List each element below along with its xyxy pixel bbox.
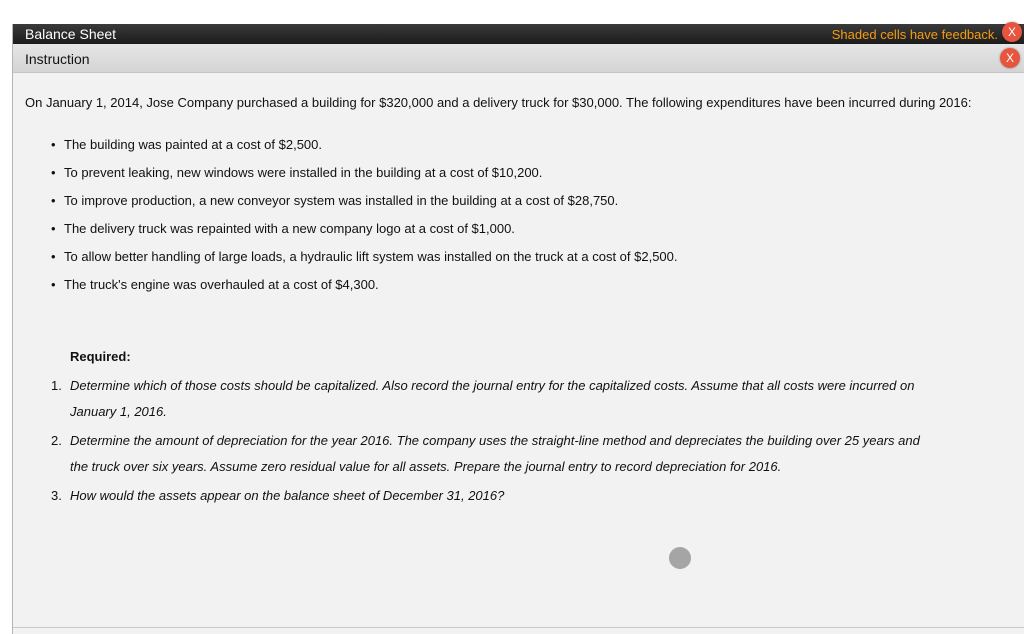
bullet-icon: • (51, 277, 56, 292)
instruction-close-button[interactable] (1000, 48, 1020, 68)
task-item (51, 483, 930, 509)
instruction-header (13, 44, 1024, 73)
task-item (51, 373, 930, 425)
list-item-text: To allow better handling of large loads, a hydraulic lift system was installed on the truck at a cost of $2,500. (64, 249, 678, 264)
required-heading: Required: (70, 349, 131, 364)
top-margin (0, 0, 1024, 24)
list-item-text: To improve production, a new conveyor system was installed in the building at a cost of $28,750. (64, 193, 619, 208)
required-task-list (51, 373, 930, 512)
list-item-text: The building was painted at a cost of $2,500. (64, 137, 323, 152)
task-text: Determine the amount of depreciation for the year 2016. The company uses the straight-line method and depreciates the building over 25 years and the truck over six years. Assume zero residual value for all assets. Prepare the journal entry to record depreciation for 2016. (70, 433, 920, 474)
balance-sheet-window (12, 24, 1024, 634)
task-text: Determine which of those costs should be capitalized. Also record the journal entry for the capitalized costs. Assume that all costs were incurred on January 1, 2016. (70, 378, 915, 419)
task-text: How would the assets appear on the balance sheet of December 31, 2016? (70, 488, 505, 503)
list-item-text: To prevent leaking, new windows were installed in the building at a cost of $10,200. (64, 165, 543, 180)
task-number: 1. (51, 378, 62, 393)
instruction-label: Instruction (25, 51, 90, 67)
pointer-indicator (669, 547, 691, 569)
task-number: 3. (51, 488, 62, 503)
close-icon: X (1005, 51, 1014, 65)
task-number: 2. (51, 433, 62, 448)
bottom-divider (13, 627, 1024, 628)
list-item-text: The truck's engine was overhauled at a cost of $4,300. (64, 277, 379, 292)
expenditure-list (51, 135, 678, 303)
task-item (51, 428, 930, 480)
bullet-icon: • (51, 165, 56, 180)
list-item-text: The delivery truck was repainted with a new company logo at a cost of $1,000. (64, 221, 515, 236)
bullet-icon: • (51, 137, 56, 152)
list-item (51, 135, 678, 163)
list-item (51, 247, 678, 275)
window-title: Balance Sheet (25, 26, 117, 42)
window-titlebar (13, 24, 1024, 44)
close-icon: X (1007, 25, 1016, 39)
list-item (51, 191, 678, 219)
bullet-icon: • (51, 249, 56, 264)
feedback-notice: Shaded cells have feedback. (831, 27, 998, 42)
bullet-icon: • (51, 193, 56, 208)
list-item (51, 275, 678, 303)
list-item (51, 163, 678, 191)
window-close-button[interactable] (1002, 22, 1022, 42)
intro-paragraph: On January 1, 2014, Jose Company purchased a building for $320,000 and a delivery truck for $30,000. The following expenditures have been incurred during 2016: (25, 95, 972, 110)
list-item (51, 219, 678, 247)
bullet-icon: • (51, 221, 56, 236)
